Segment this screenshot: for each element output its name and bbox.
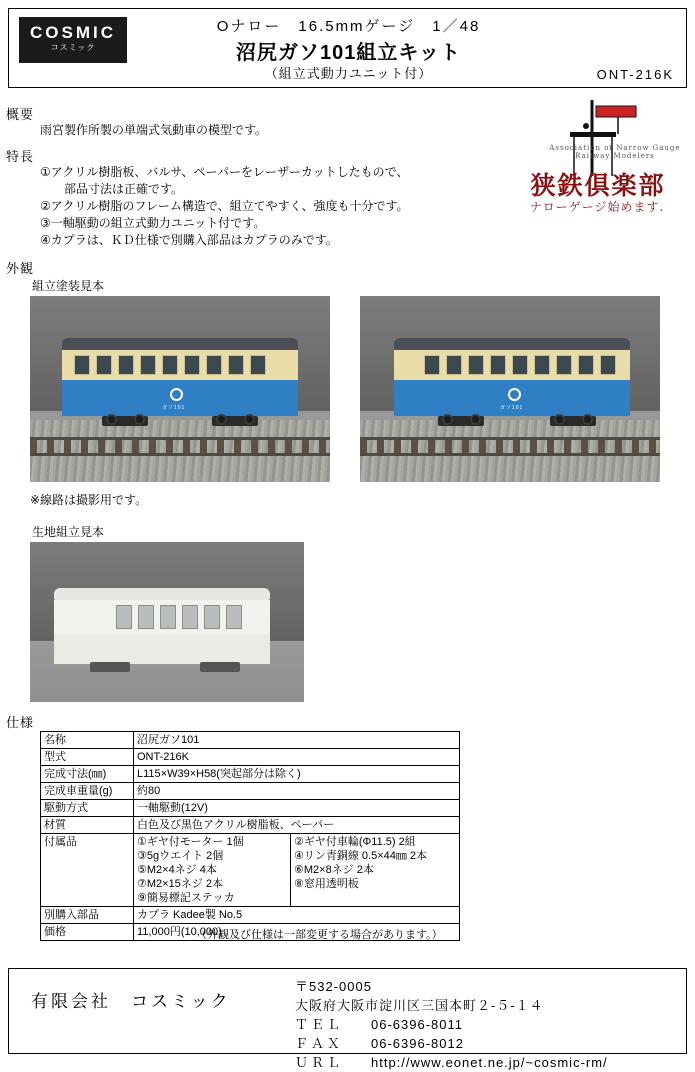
photo-painted-right: [360, 296, 660, 482]
railcar-window: [116, 605, 132, 629]
header-gauge-line: Oナロー 16.5mmゲージ 1／48: [216, 18, 481, 35]
railcar-lower-body: [54, 634, 270, 664]
feature-item-1b: 部品寸法は正確です。: [40, 182, 184, 196]
club-emblem: [500, 98, 690, 238]
spec-value: 約80: [134, 783, 460, 800]
logo-main-text: COSMIC: [30, 23, 116, 42]
company-contact: [295, 977, 608, 1072]
railcar-wheel: [134, 414, 145, 425]
railcar-window: [512, 355, 528, 375]
railcar-roof: [54, 588, 270, 600]
painted-sample-caption: 組立塗装見本: [32, 279, 105, 293]
railcar-wheel: [554, 414, 565, 425]
document-footer: [8, 968, 687, 1070]
railcar-model-painted-left: [62, 338, 298, 422]
railcar-wheel: [470, 414, 481, 425]
telephone-line: [295, 1015, 608, 1034]
url-value[interactable]: http://www.eonet.ne.jp/~cosmic-rm/: [371, 1055, 608, 1070]
appearance-heading: 外観: [6, 261, 35, 276]
emblem-english-text: Association of Narrow Gauge Railway Modelers: [549, 144, 681, 160]
feature-item-3: ③一軸駆動の組立式動力ユニット付です。: [40, 216, 266, 230]
spec-value: L115×W39×H58(突起部分は除く): [134, 766, 460, 783]
parts-item: ⑧窓用透明板: [294, 878, 359, 890]
parts-item: ⑨簡易標記ステッカ: [137, 892, 235, 904]
railcar-window: [118, 355, 134, 375]
table-row: [41, 817, 460, 834]
spec-value: 一軸駆動(12V): [134, 800, 460, 817]
overview-text: 雨宮製作所製の単端式気動車の模型です。: [40, 123, 268, 137]
railcar-window: [204, 605, 220, 629]
parts-item: [294, 891, 456, 905]
railcar-window: [534, 355, 550, 375]
photo-rail-near: [30, 453, 330, 456]
railcar-window: [468, 355, 484, 375]
overview-heading: 概要: [6, 107, 35, 122]
parts-col-left: [134, 834, 291, 907]
spec-value: カプラ Kadee製 No.5: [134, 907, 460, 924]
railcar-model-unpainted: [54, 588, 270, 668]
railcar-window: [138, 605, 154, 629]
photo-sleepers: [360, 438, 660, 454]
photo-sleepers: [30, 438, 330, 454]
product-code: ONT-216K: [596, 67, 674, 82]
railcar-wheel: [244, 414, 255, 425]
railcar-window: [490, 355, 506, 375]
railcar-window: [182, 605, 198, 629]
emblem-subtitle: ナローゲージ始めます.: [529, 200, 665, 214]
railcar-window: [74, 355, 90, 375]
company-name: 有限会社 コスミック: [31, 992, 231, 1011]
table-row: [41, 783, 460, 800]
table-row: [41, 732, 460, 749]
street-address: 大阪府大阪市淀川区三国本町２-５-１４: [295, 998, 544, 1013]
photo-painted-left: [30, 296, 330, 482]
table-row: [41, 800, 460, 817]
tel-value: 06-6396-8011: [371, 1017, 463, 1032]
photo-rail-near: [360, 453, 660, 456]
url-line: [295, 1053, 608, 1072]
spec-table: [40, 731, 460, 941]
parts-item: ②ギヤ付車輪(Φ11.5) 2組: [294, 836, 416, 848]
railcar-truck: [200, 662, 240, 672]
spec-key: 材質: [41, 817, 134, 834]
railcar-window: [184, 355, 200, 375]
feature-item-1: ①アクリル樹脂板、バルサ、ペーパーをレーザーカットしたもので、: [40, 165, 409, 179]
url-label: ＵＲＬ: [295, 1055, 344, 1070]
parts-item: ⑤M2×4ネジ 4本: [137, 864, 217, 876]
feature-item-2: ②アクリル樹脂のフレーム構造で、組立てやすく、強度も十分です。: [40, 199, 409, 213]
railcar-window: [160, 605, 176, 629]
spec-value: 沼尻ガソ101: [134, 732, 460, 749]
railcar-roof: [62, 338, 298, 350]
railcar-window: [206, 355, 222, 375]
railcar-window: [578, 355, 594, 375]
parts-item: ④リン青銅線 0.5×44㎜ 2本: [294, 850, 428, 862]
spec-key: 価格: [41, 924, 134, 941]
photo-rail-far: [360, 437, 660, 440]
page-title: 沼尻ガソ101組立キット: [236, 42, 461, 64]
spec-key: 完成車重量(g): [41, 783, 134, 800]
raw-sample-caption: 生地組立見本: [32, 525, 105, 539]
parts-item: ⑦M2×15ネジ 2本: [137, 878, 223, 890]
railcar-wheel: [106, 414, 117, 425]
photo-rail-far: [30, 437, 330, 440]
railcar-window: [250, 355, 266, 375]
railcar-window: [600, 355, 616, 375]
features-heading: 特長: [6, 149, 35, 164]
logo-sub-text: コスミック: [50, 43, 96, 52]
railcar-truck: [90, 662, 130, 672]
spec-note: （外観及び仕様は一部変更する場合があります。）: [196, 929, 443, 941]
railcar-window: [226, 605, 242, 629]
parts-col-right: [291, 834, 460, 907]
railcar-window: [228, 355, 244, 375]
table-row-parts: [41, 834, 460, 907]
railcar-wheel: [442, 414, 453, 425]
railcar-window: [446, 355, 462, 375]
spec-heading: 仕様: [6, 715, 35, 730]
feature-item-4: ④カプラは、ＫＤ仕様で別購入部品はカプラのみです。: [40, 233, 338, 247]
spec-key-parts: 付属品: [41, 834, 134, 907]
railcar-number: ガソ101: [500, 405, 524, 411]
railcar-wheel: [216, 414, 227, 425]
railcar-window: [556, 355, 572, 375]
spec-key: 型式: [41, 749, 134, 766]
table-row: [41, 766, 460, 783]
fax-label: ＦＡＸ: [295, 1036, 344, 1051]
railcar-emblem: [508, 388, 521, 401]
postal-code: 〒532-0005: [295, 979, 372, 994]
table-row: [41, 749, 460, 766]
railcar-window: [424, 355, 440, 375]
railcar-roof: [394, 338, 630, 350]
railcar-window: [162, 355, 178, 375]
railcar-window: [140, 355, 156, 375]
tel-label: ＴＥＬ: [295, 1017, 344, 1032]
photo-unpainted-kit: [30, 542, 304, 702]
spec-value: ONT-216K: [134, 749, 460, 766]
fax-value: 06-6396-8012: [371, 1036, 464, 1051]
parts-item: ③5gウエイト 2個: [137, 850, 224, 862]
fax-line: [295, 1034, 608, 1053]
track-note: ※線路は撮影用です。: [30, 493, 148, 507]
parts-item: ①ギヤ付モーター 1個: [137, 836, 244, 848]
spec-key: 完成寸法(㎜): [41, 766, 134, 783]
spec-key: 別購入部品: [41, 907, 134, 924]
table-row: [41, 907, 460, 924]
emblem-title: 狭鉄倶楽部: [530, 171, 666, 200]
railcar-wheel: [582, 414, 593, 425]
spec-value: 白色及び黒色アクリル樹脂板、ペーパー: [134, 817, 460, 834]
spec-value: 11,000円(10,000): [134, 924, 460, 941]
railcar-number: ガソ101: [162, 405, 186, 411]
spec-key: 駆動方式: [41, 800, 134, 817]
railcar-model-painted-right: [394, 338, 630, 422]
header-subtitle: （組立式動力ユニット付）: [264, 66, 433, 81]
parts-item: ⑥M2×8ネジ 2本: [294, 864, 374, 876]
document-header: [8, 8, 687, 88]
spec-key: 名称: [41, 732, 134, 749]
railcar-window: [96, 355, 112, 375]
railcar-emblem: [170, 388, 183, 401]
